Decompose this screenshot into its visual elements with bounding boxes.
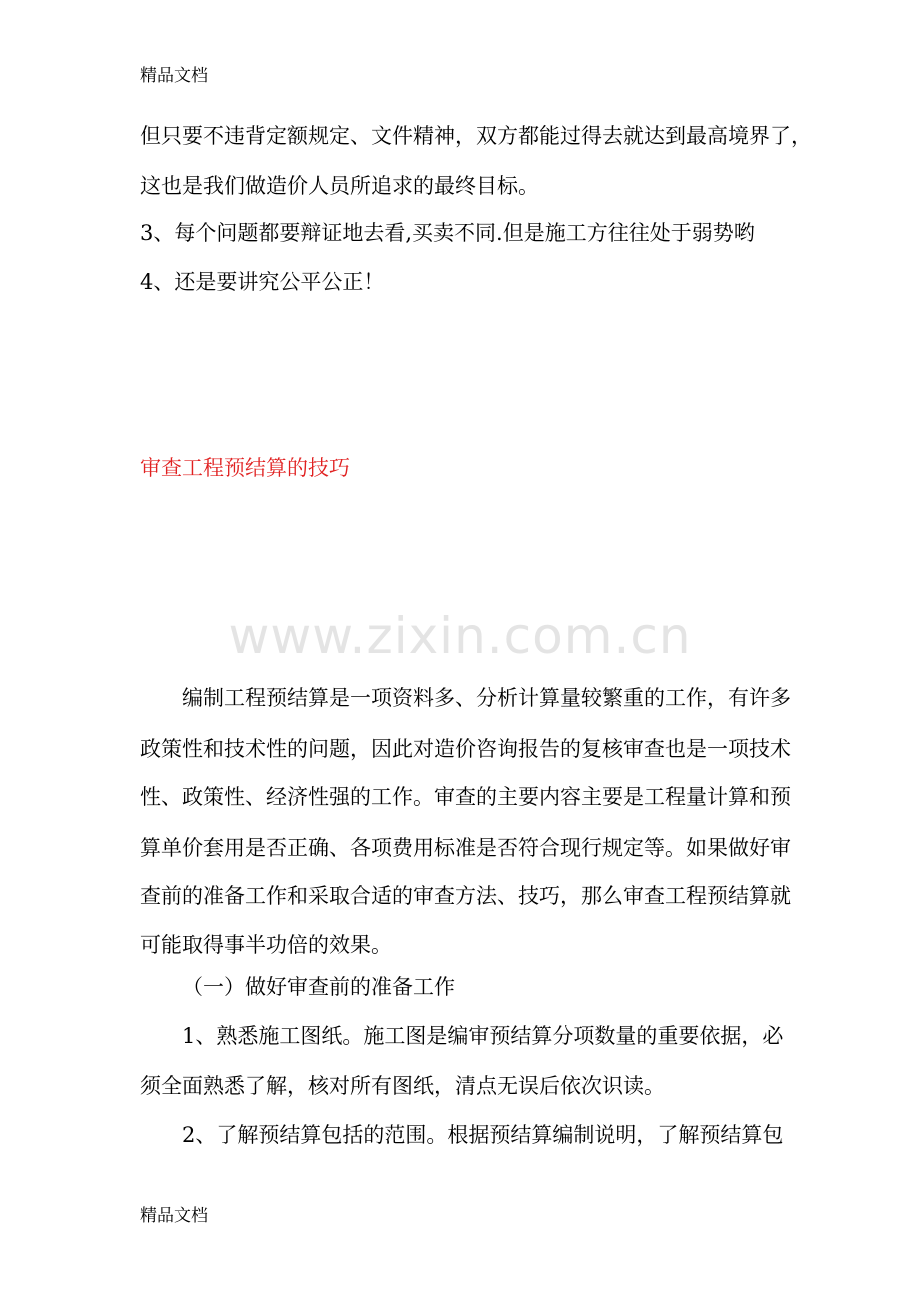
list-item: 2、了解预结算包括的范围。根据预结算编制说明，了解预结算包	[182, 1123, 784, 1147]
subheading: （一）做好审查前的准备工作	[182, 975, 455, 999]
paragraph-line: 政策性和技术性的问题，因此对造价咨询报告的复核审查也是一项技术	[140, 737, 791, 761]
list-item: 4、还是要讲究公平公正！	[140, 270, 385, 294]
watermark: www.zixin.com.cn	[228, 607, 692, 665]
section-title: 审查工程预结算的技巧	[140, 456, 350, 480]
paragraph-line: 可能取得事半功倍的效果。	[140, 933, 392, 957]
page-footer: 精品文档	[140, 1206, 208, 1226]
paragraph-line: 算单价套用是否正确、各项费用标准是否符合现行规定等。如果做好审	[140, 836, 791, 860]
page-header: 精品文档	[140, 66, 208, 86]
paragraph-line: 性、政策性、经济性强的工作。审查的主要内容主要是工程量计算和预	[140, 785, 791, 809]
body-line: 但只要不违背定额规定、文件精神，双方都能过得去就达到最高境界了，	[140, 124, 812, 148]
body-line: 这也是我们做造价人员所追求的最终目标。	[140, 174, 539, 198]
paragraph-line: 编制工程预结算是一项资料多、分析计算量较繁重的工作，有许多	[182, 686, 791, 710]
list-item-continuation: 须全面熟悉了解，核对所有图纸，清点无误后依次识读。	[140, 1074, 665, 1098]
list-item: 3、每个问题都要辩证地去看,买卖不同.但是施工方往往处于弱势哟	[140, 221, 755, 245]
list-item: 1、熟悉施工图纸。施工图是编审预结算分项数量的重要依据，必	[182, 1024, 784, 1048]
paragraph-line: 查前的准备工作和采取合适的审查方法、技巧，那么审查工程预结算就	[140, 884, 791, 908]
